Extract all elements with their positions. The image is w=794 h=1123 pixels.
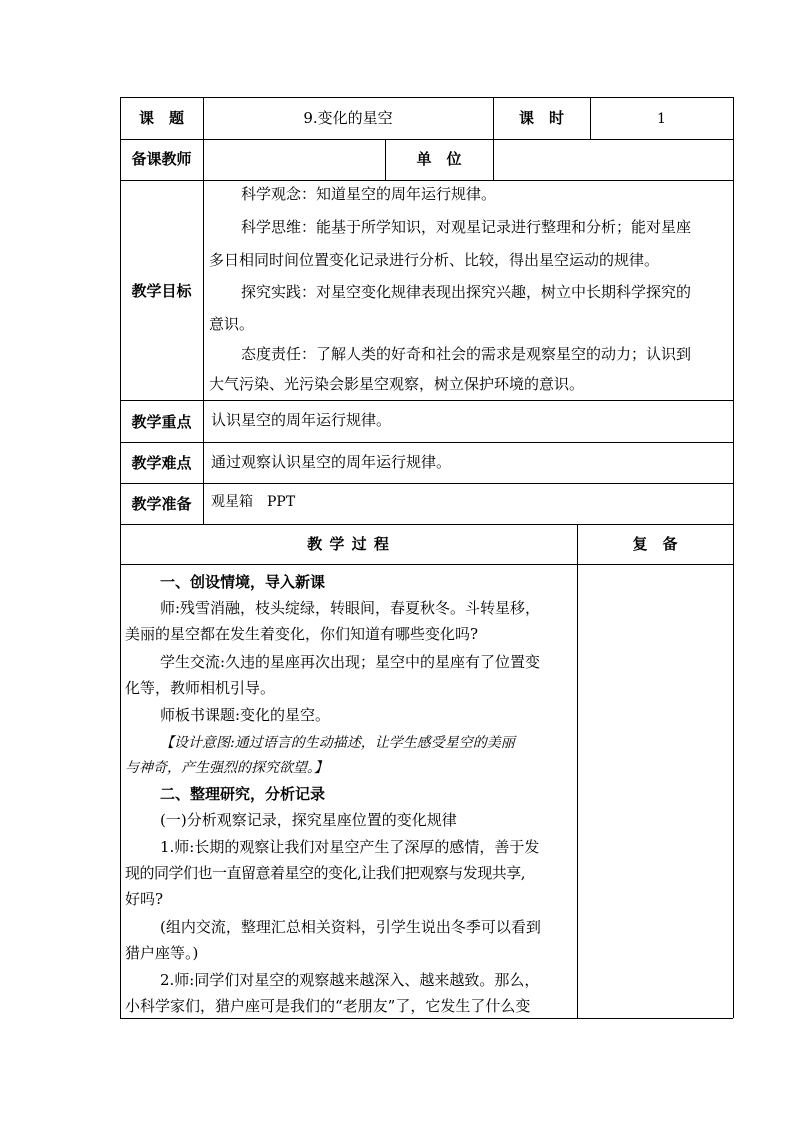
goal-line: 科学观念：知道星空的周年运行规律。	[241, 185, 497, 203]
goal-line: 态度责任：了解人类的好奇和社会的需求是观察星空的动力；认识到	[241, 345, 692, 363]
table-border	[120, 97, 121, 1018]
difficulty-value: 通过观察认识星空的周年运行规律。	[211, 453, 452, 471]
section-heading: 一、创设情境，导入新课	[160, 573, 326, 591]
goal-line: 大气污染、光污染会影星空观察，树立保护环境的意识。	[209, 375, 585, 393]
table-border	[120, 180, 733, 181]
design-intent: 【设计意图:通过语言的生动描述，让学生感受星空的美丽	[160, 735, 515, 751]
process-header: 教 学 过 程	[307, 535, 390, 553]
table-border	[733, 97, 734, 1018]
table-border	[120, 1018, 733, 1019]
difficulty-label: 教学难点	[131, 454, 192, 472]
table-border	[120, 442, 733, 443]
goal-line: 科学思维：能基于所学知识，对观星记录进行整理和分析；能对星座	[241, 218, 692, 236]
preparation-label: 教学准备	[131, 495, 192, 513]
process-line: 化等，教师相机引导。	[125, 679, 276, 697]
goal-line: 意识。	[209, 315, 255, 333]
period-label: 课 时	[518, 109, 564, 127]
goal-line: 多日相同时间位置变化记录进行分析、比较，得出星空运动的规律。	[209, 251, 660, 269]
table-border	[120, 97, 733, 98]
unit-label: 单 位	[416, 150, 462, 168]
key-point-value: 认识星空的周年运行规律。	[211, 411, 392, 429]
process-line: (一)分析观察记录，探究星座位置的变化规律	[160, 811, 457, 829]
table-border	[203, 97, 204, 524]
process-line: 1.师:长期的观察让我们对星空产生了深厚的感情，善于发	[160, 838, 540, 856]
period-value: 1	[657, 111, 666, 127]
table-border	[120, 564, 733, 565]
lesson-title-label: 课 题	[138, 109, 184, 127]
lesson-title-value: 9.变化的星空	[303, 109, 393, 127]
table-border	[120, 400, 733, 401]
process-line: 2.师:同学们对星空的观察越来越深入、越来越致。那么，	[160, 971, 540, 989]
process-line: 美丽的星空都在发生着变化，你们知道有哪些变化吗?	[125, 625, 479, 643]
process-line: 师:残雪消融，枝头绽绿，转眼间，春夏秋冬。斗转星移，	[160, 599, 541, 617]
table-border	[120, 483, 733, 484]
goal-line: 探究实践：对星空变化规律表现出探究兴趣，树立中长期科学探究的	[241, 283, 692, 301]
preparation-value: 观星箱 PPT	[211, 494, 296, 510]
review-header: 复 备	[632, 535, 678, 553]
process-line: 好吗?	[125, 890, 164, 908]
table-border	[120, 524, 733, 525]
process-line: (组内交流，整理汇总相关资料，引学生说出冬季可以看到	[160, 918, 541, 936]
process-line: 师板书课题:变化的星空。	[160, 706, 331, 724]
table-border	[120, 139, 733, 140]
process-line: 小科学家们，猎户座可是我们的“老朋友”了，它发生了什么变	[125, 997, 531, 1015]
table-border	[493, 139, 494, 180]
process-line: 猎户座等。)	[125, 944, 199, 962]
process-line: 学生交流:久违的星座再次出现；星空中的星座有了位置变	[160, 653, 541, 671]
process-line: 现的同学们也一直留意着星空的变化,让我们把观察与发现共享,	[125, 864, 526, 882]
teacher-label: 备课教师	[131, 150, 192, 168]
section-heading: 二、整理研究，分析记录	[160, 785, 326, 803]
table-border	[577, 524, 578, 1018]
design-intent: 与神奇，产生强烈的探究欲望。】	[125, 760, 328, 776]
key-point-label: 教学重点	[131, 413, 192, 431]
goals-label: 教学目标	[131, 282, 192, 300]
